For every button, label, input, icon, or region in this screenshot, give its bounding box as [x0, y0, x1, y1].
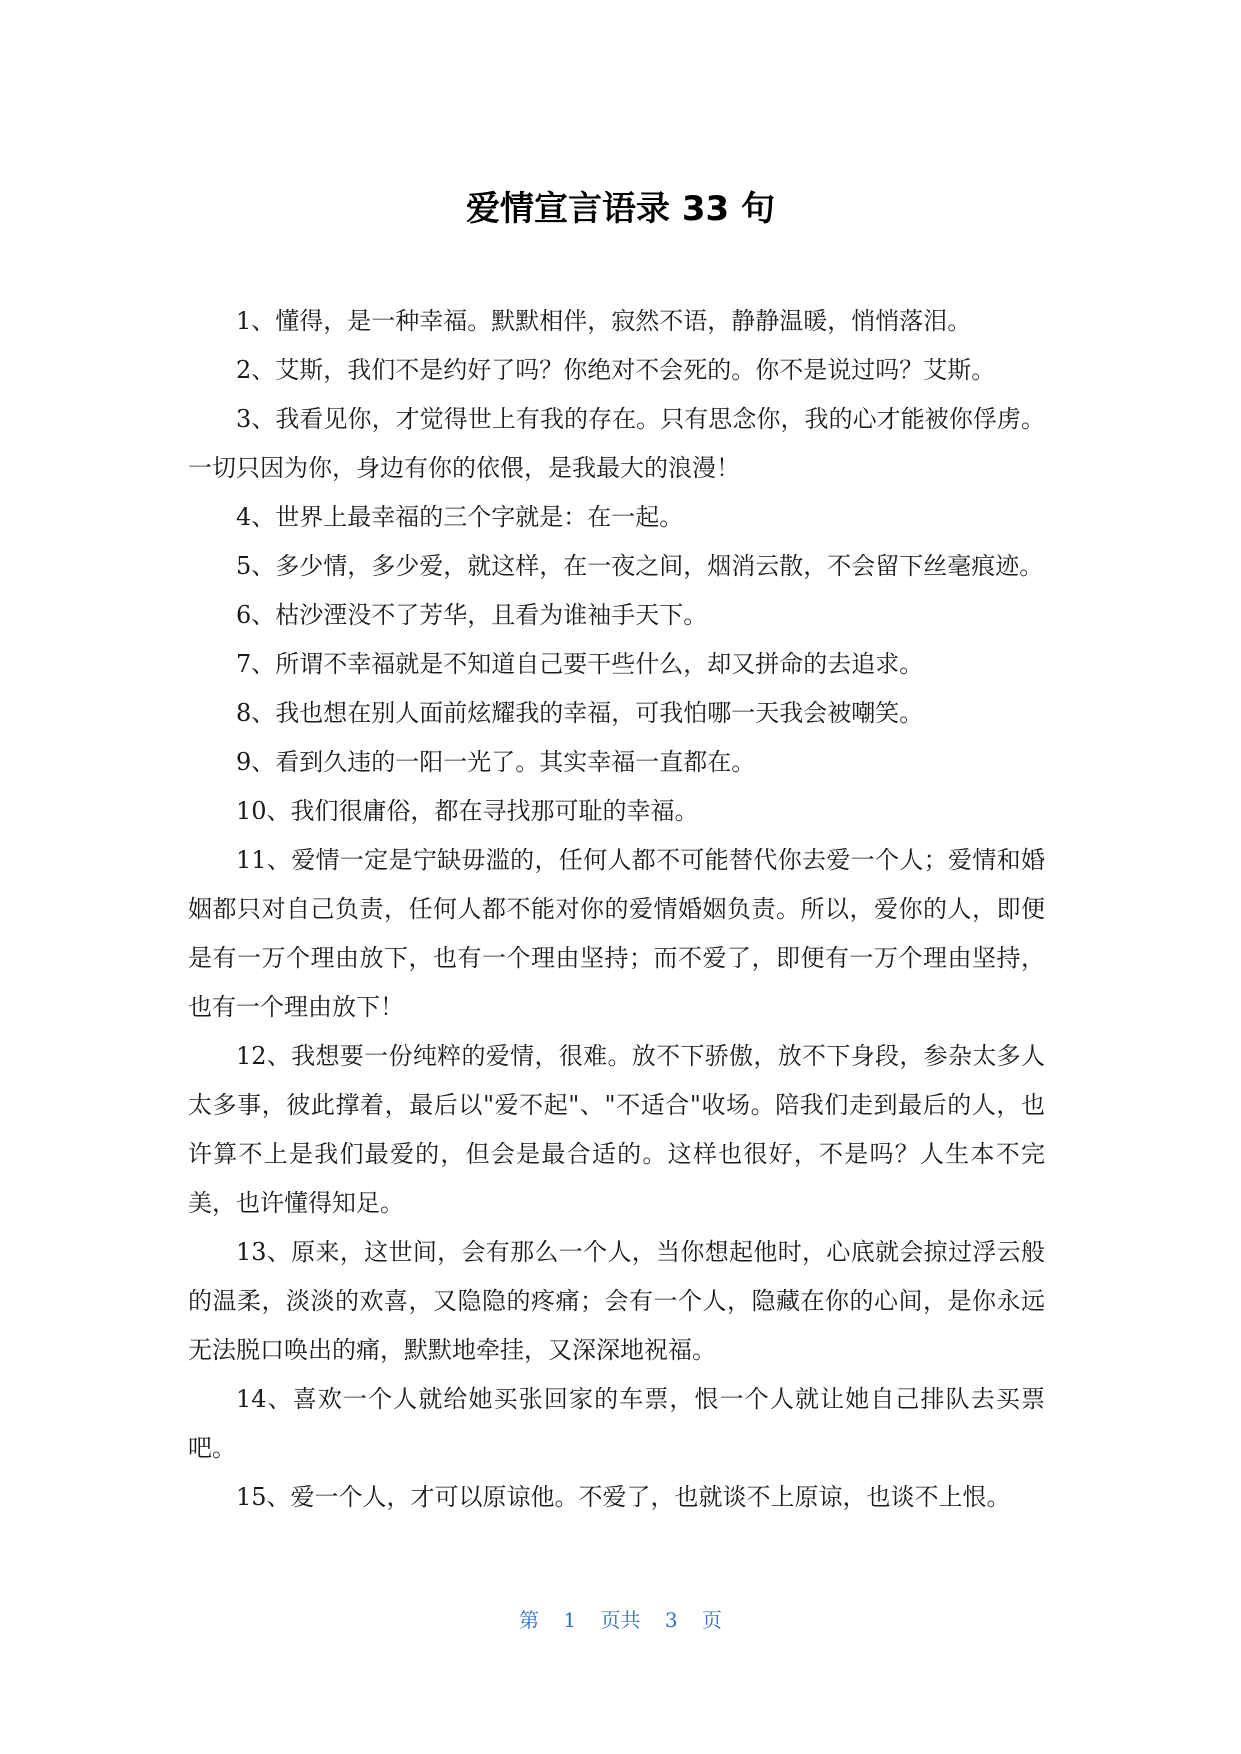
paragraph-2: 2、艾斯，我们不是约好了吗？你绝对不会死的。你不是说过吗？艾斯。 [236, 356, 996, 384]
paragraph-1: 1、懂得，是一种幸福。默默相伴，寂然不语，静静温暖，悄悄落泪。 [236, 307, 972, 335]
paragraph-11: 11、爱情一定是宁缺毋滥的，任何人都不可能替代你去爱一个人；爱情和婚姻都只对自己负责，任何人都不能对你的爱情婚姻负责。所以，爱你的人，即便是有一万个理由放下，也有一个理由坚持；而不爱了，即便有一万个理由坚持，也有一个理由放下！ [188, 846, 1045, 1021]
paragraph-14: 14、喜欢一个人就给她买张回家的车票，恨一个人就让她自己排队去买票吧。 [188, 1385, 1045, 1462]
footer-word-page-end: 页 [701, 1608, 722, 1632]
paragraph-6: 6、枯沙湮没不了芳华，且看为谁袖手天下。 [236, 601, 708, 629]
footer-current-page: 1 [563, 1608, 577, 1632]
paragraph-10: 10、我们很庸俗，都在寻找那可耻的幸福。 [236, 797, 699, 825]
document-body [188, 297, 1045, 1522]
paragraph-12: 12、我想要一份纯粹的爱情，很难。放不下骄傲，放不下身段，参杂太多人太多事，彼此撑着，最后以"爱不起"、"不适合"收场。陪我们走到最后的人，也许算不上是我们最爱的，但会是最合适的。这样也很好，不是吗？人生本不完美，也许懂得知足。 [188, 1042, 1045, 1217]
paragraph-5: 5、多少情，多少爱，就这样，在一夜之间，烟消云散，不会留下丝毫痕迹。 [236, 552, 1044, 580]
paragraph-15: 15、爱一个人，才可以原谅他。不爱了，也就谈不上原谅，也谈不上恨。 [236, 1483, 1011, 1511]
footer-total-pages: 3 [664, 1608, 678, 1632]
paragraph-9: 9、看到久违的一阳一光了。其实幸福一直都在。 [236, 748, 756, 776]
page-number-footer [0, 1606, 1241, 1634]
paragraph-7: 7、所谓不幸福就是不知道自己要干些什么，却又拼命的去追求。 [236, 650, 924, 678]
paragraph-13: 13、原来，这世间，会有那么一个人，当你想起他时，心底就会掠过浮云般的温柔，淡淡的欢喜，又隐隐的疼痛；会有一个人，隐藏在你的心间，是你永远无法脱口唤出的痛，默默地牵挂，又深深地祝福。 [188, 1238, 1045, 1364]
paragraph-8: 8、我也想在别人面前炫耀我的幸福，可我怕哪一天我会被嘲笑。 [236, 699, 924, 727]
footer-word-page-of: 页共 [600, 1608, 641, 1632]
footer-word-page: 第 [519, 1608, 540, 1632]
paragraph-4: 4、世界上最幸福的三个字就是：在一起。 [236, 503, 684, 531]
paragraph-3: 3、我看见你，才觉得世上有我的存在。只有思念你，我的心才能被你俘虏。一切只因为你，身边有你的依偎，是我最大的浪漫！ [188, 405, 1045, 482]
document-title: 爱情宣言语录 33 句 [466, 189, 775, 229]
